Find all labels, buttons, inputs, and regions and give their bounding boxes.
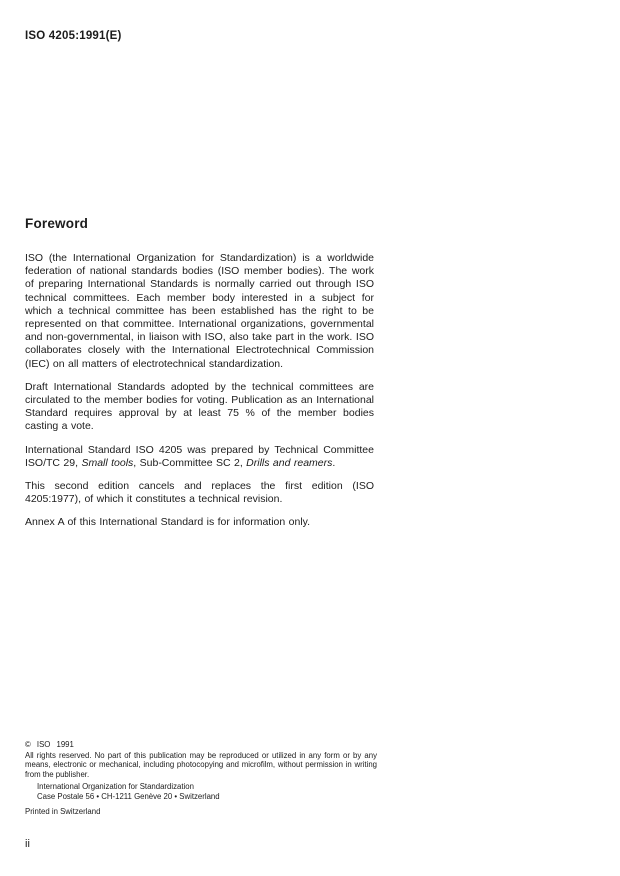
foreword-paragraph-1: ISO (the International Organization for Standardization) is a worldwide federation of national standards bodies (ISO member bodies). The work of preparing International Standards is normally carried out through ISO technical committees. Each member body interested in a subject for which a technical committee has been established has the right to be represented on that committee. International organizations, governmental and non-governmental, in liaison with ISO, also take part in the work. ISO collaborates closely with the International Electrotechnical Commission (IEC) on all matters of electrotechnical standardization. [25, 252, 374, 370]
committee-title-italic: Small tools [81, 456, 134, 469]
foreword-heading: Foreword [25, 216, 89, 231]
publisher-info [37, 782, 377, 801]
publisher-address: Case Postale 56 • CH-1211 Genève 20 • Switzerland [37, 791, 220, 801]
copyright-rights-statement: All rights reserved. No part of this publication may be reproduced or utilized in any form or by any means, electronic or mechanical, including photocopying and microfilm, without permission in writing from the publisher. [25, 750, 377, 779]
subcommittee-title-italic: Drills and reamers [246, 456, 333, 469]
foreword-section [25, 216, 374, 540]
printed-note: Printed in Switzerland [25, 806, 101, 816]
publisher-name: International Organization for Standardization [37, 782, 194, 792]
copyright-notice: © ISO 1991 [25, 740, 74, 749]
paragraph-3-text: International Standard ISO 4205 was prepared by Technical Committee ISO/TC 29, [25, 443, 374, 469]
page-number: ii [25, 838, 30, 850]
foreword-paragraph-2: Draft International Standards adopted by the technical committees are circulated to the member bodies for voting. Publication as an International Standard requires approval by at least 75 % of the member bodies casting a vote. [25, 380, 374, 433]
foreword-paragraph-3 [25, 444, 374, 470]
doc-id: ISO 4205:1991(E) [25, 30, 122, 42]
foreword-paragraph-4: This second edition cancels and replaces the first edition (ISO 4205:1977), of which it constitutes a technical revision. [25, 480, 374, 506]
foreword-paragraph-5: Annex A of this International Standard is for information only. [25, 516, 311, 529]
copyright-block [25, 740, 377, 816]
paragraph-3-text: , Sub-Committee SC 2, [133, 456, 247, 469]
paragraph-3-text: . [332, 456, 336, 469]
